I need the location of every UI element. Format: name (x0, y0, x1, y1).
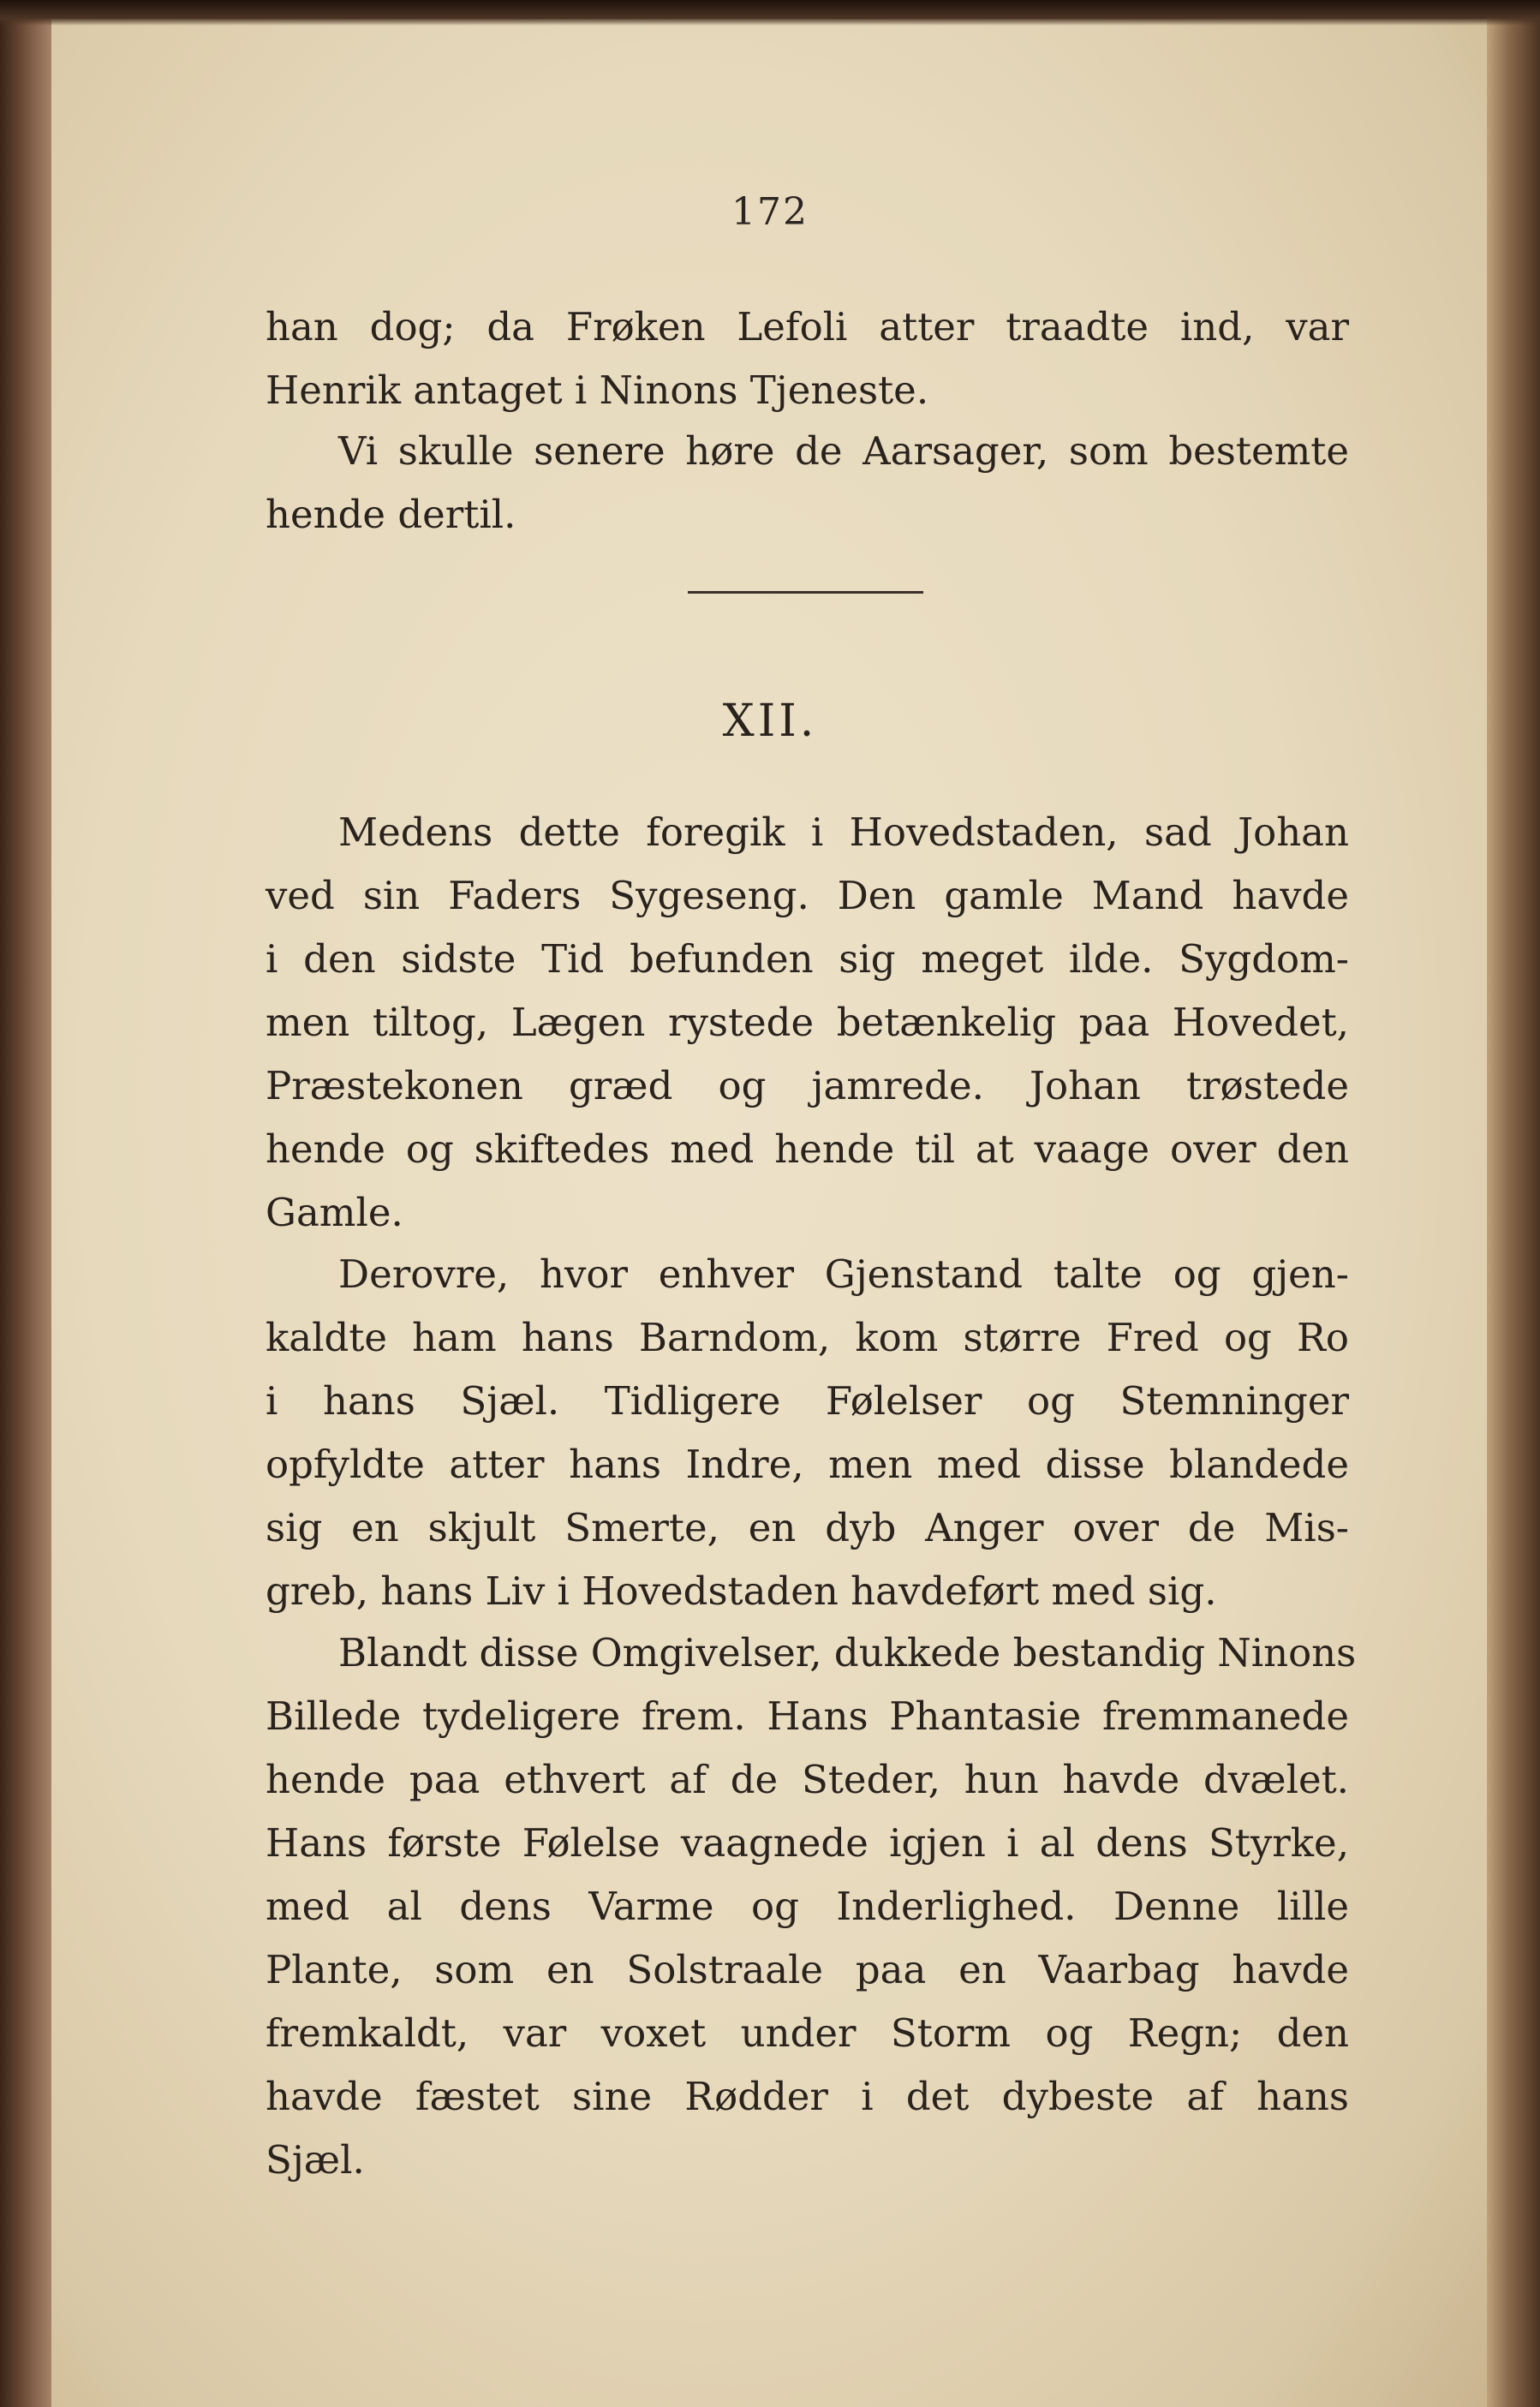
section-divider (688, 591, 923, 594)
text-line: hende paa ethvert af de Steder, hun havde dvælet. (266, 1757, 1349, 1802)
text-line: kaldte ham hans Barndom, kom større Fred og Ro (266, 1315, 1349, 1360)
paragraph-4 (266, 1243, 1349, 1623)
text-line: Vi skulle senere høre de Aarsager, som bestemte (338, 428, 1349, 474)
paragraph-2 (266, 420, 1349, 547)
text-line: opfyldte atter hans Indre, men med disse blandede (266, 1442, 1349, 1487)
text-line: Henrik antaget i Ninons Tjeneste. (266, 367, 929, 413)
text-line: Sjæl. (266, 2137, 365, 2183)
text-line: Derovre, hvor enhver Gjenstand talte og gjen- (338, 1251, 1349, 1297)
text-line: han dog; da Frøken Lefoli atter traadte ind, var (266, 304, 1349, 349)
text-line: fremkaldt, var voxet under Storm og Regn; den (266, 2010, 1349, 2056)
paragraph-1 (266, 296, 1349, 422)
text-line: Blandt disse Omgivelser, dukkede bestandig Ninons (338, 1630, 1357, 1675)
paragraph-3 (266, 801, 1349, 1245)
text-line: Gamle. (266, 1190, 403, 1235)
text-line: hende dertil. (266, 492, 516, 537)
page-edge-top (0, 0, 1540, 26)
text-line: men tiltog, Lægen rystede betænkelig paa Hovedet, (266, 1000, 1349, 1045)
paragraph-5 (266, 1622, 1357, 2192)
text-line: ved sin Faders Sygeseng. Den gamle Mand havde (266, 873, 1349, 918)
text-line: Præstekonen græd og jamrede. Johan trøstede (266, 1063, 1349, 1108)
text-line: med al dens Varme og Inderlighed. Denne lille (266, 1884, 1349, 1929)
text-line: i den sidste Tid befunden sig meget ilde. Sygdom- (266, 936, 1349, 982)
page-number: 172 (731, 190, 809, 234)
text-line: i hans Sjæl. Tidligere Følelser og Stemninger (266, 1378, 1349, 1424)
text-line: hende og skiftedes med hende til at vaage over den (266, 1126, 1349, 1172)
text-line: greb, hans Liv i Hovedstaden havdeført med sig. (266, 1568, 1217, 1614)
text-line: Hans første Følelse vaagnede igjen i al dens Styrke, (266, 1820, 1349, 1866)
chapter-heading: XII. (722, 696, 818, 747)
page-edge-right (1487, 0, 1540, 2407)
text-line: Billede tydeligere frem. Hans Phantasie fremmanede (266, 1693, 1349, 1739)
text-line: Medens dette foregik i Hovedstaden, sad Johan (338, 809, 1349, 855)
text-line: Plante, som en Solstraale paa en Vaarbag havde (266, 1947, 1349, 1992)
text-line: sig en skjult Smerte, en dyb Anger over de Mis- (266, 1505, 1349, 1550)
text-line: havde fæstet sine Rødder i det dybeste af hans (266, 2074, 1349, 2119)
